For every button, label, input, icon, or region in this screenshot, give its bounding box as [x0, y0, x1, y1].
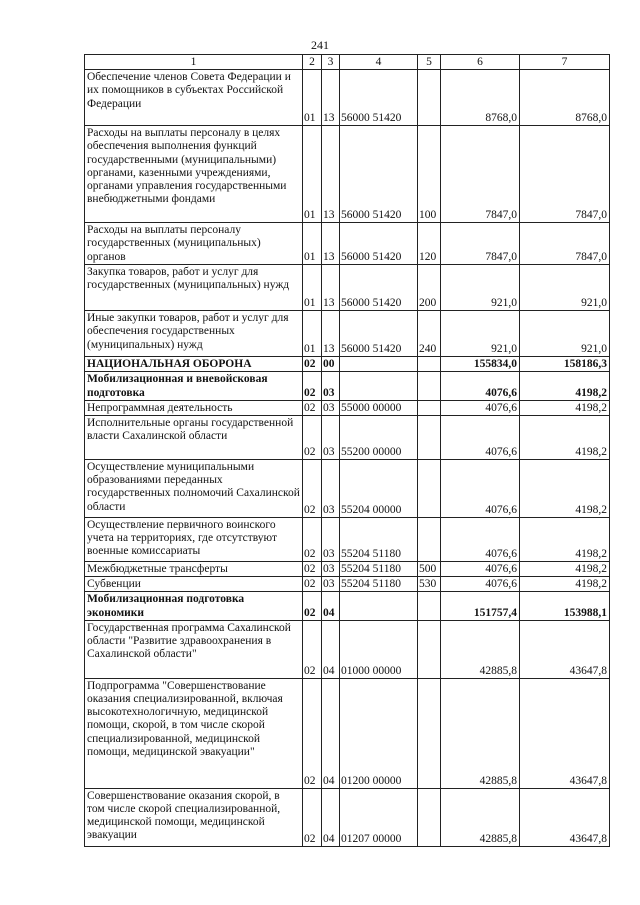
column-header: 7 [520, 55, 610, 70]
amount-cell: 42885,8 [441, 788, 520, 846]
column-header: 3 [322, 55, 340, 70]
section-cell: 01 [303, 70, 322, 126]
section-cell: 01 [303, 311, 322, 357]
amount-cell: 4076,6 [441, 372, 520, 400]
name-cell: Непрограммная деятельность [85, 400, 303, 415]
table-row [85, 372, 610, 400]
name-cell: Иные закупки товаров, работ и услуг для обеспечения государственных (муниципальных) нужд [85, 311, 303, 357]
section-cell: 01 [303, 126, 322, 223]
amount-cell: 7847,0 [520, 126, 610, 223]
name-cell: Государственная программа Сахалинской области "Развитие здравоохранения в Сахалинской области" [85, 620, 303, 678]
target-article-cell: 56000 51420 [340, 70, 418, 126]
section-cell: 02 [303, 678, 322, 788]
amount-cell: 8768,0 [441, 70, 520, 126]
subsection-cell: 03 [322, 577, 340, 592]
expense-type-cell [418, 372, 441, 400]
amount-cell: 921,0 [520, 311, 610, 357]
name-cell: Расходы на выплаты персоналу государственных (муниципальных) органов [85, 223, 303, 265]
target-article-cell: 56000 51420 [340, 265, 418, 311]
amount-cell: 151757,4 [441, 592, 520, 620]
amount-cell: 4076,6 [441, 460, 520, 518]
amount-cell: 4076,6 [441, 562, 520, 577]
table-row [85, 788, 610, 846]
subsection-cell: 04 [322, 620, 340, 678]
expense-type-cell [418, 400, 441, 415]
column-header: 5 [418, 55, 441, 70]
column-header: 1 [85, 55, 303, 70]
column-header: 6 [441, 55, 520, 70]
section-cell: 01 [303, 265, 322, 311]
amount-cell: 921,0 [441, 265, 520, 311]
section-cell: 02 [303, 357, 322, 372]
column-header: 2 [303, 55, 322, 70]
subsection-cell: 13 [322, 311, 340, 357]
subsection-cell: 03 [322, 372, 340, 400]
table-row [85, 265, 610, 311]
amount-cell: 921,0 [441, 311, 520, 357]
name-cell: Совершенствование оказания скорой, в том числе скорой специализированной, медицинской помощи, медицинской эвакуации [85, 788, 303, 846]
subsection-cell: 04 [322, 678, 340, 788]
name-cell: Межбюджетные трансферты [85, 562, 303, 577]
section-cell: 02 [303, 562, 322, 577]
amount-cell: 43647,8 [520, 678, 610, 788]
table-row [85, 223, 610, 265]
name-cell: НАЦИОНАЛЬНАЯ ОБОРОНА [85, 357, 303, 372]
amount-cell: 7847,0 [520, 223, 610, 265]
amount-cell: 921,0 [520, 265, 610, 311]
table-row [85, 70, 610, 126]
name-cell: Субвенции [85, 577, 303, 592]
subsection-cell: 13 [322, 70, 340, 126]
table-row [85, 678, 610, 788]
section-cell: 02 [303, 416, 322, 460]
amount-cell: 4076,6 [441, 518, 520, 562]
amount-cell: 4198,2 [520, 400, 610, 415]
amount-cell: 4198,2 [520, 372, 610, 400]
table-row [85, 416, 610, 460]
section-cell: 02 [303, 460, 322, 518]
expense-type-cell [418, 357, 441, 372]
table-row [85, 400, 610, 415]
amount-cell: 158186,3 [520, 357, 610, 372]
section-cell: 02 [303, 372, 322, 400]
subsection-cell: 03 [322, 400, 340, 415]
name-cell: Расходы на выплаты персоналу в целях обеспечения выполнения функций государственными (муниципальными) органами, казенными учреждениями, органами управления государственными внебюджетными фондами [85, 126, 303, 223]
table-row [85, 518, 610, 562]
name-cell: Осуществление первичного воинского учета на территориях, где отсутствуют военные комиссариаты [85, 518, 303, 562]
expense-type-cell [418, 460, 441, 518]
target-article-cell: 56000 51420 [340, 223, 418, 265]
expense-type-cell: 100 [418, 126, 441, 223]
subsection-cell: 03 [322, 460, 340, 518]
table-row [85, 357, 610, 372]
section-cell: 01 [303, 223, 322, 265]
subsection-cell: 03 [322, 562, 340, 577]
amount-cell: 42885,8 [441, 620, 520, 678]
section-cell: 02 [303, 620, 322, 678]
section-cell: 02 [303, 518, 322, 562]
target-article-cell: 01200 00000 [340, 678, 418, 788]
amount-cell: 43647,8 [520, 620, 610, 678]
expense-type-cell [418, 592, 441, 620]
subsection-cell: 03 [322, 416, 340, 460]
target-article-cell: 55204 51180 [340, 577, 418, 592]
target-article-cell: 55204 51180 [340, 518, 418, 562]
subsection-cell: 04 [322, 592, 340, 620]
amount-cell: 4198,2 [520, 518, 610, 562]
column-number-row [85, 55, 610, 70]
table-row [85, 311, 610, 357]
amount-cell: 42885,8 [441, 678, 520, 788]
amount-cell: 4076,6 [441, 416, 520, 460]
amount-cell: 4198,2 [520, 577, 610, 592]
amount-cell: 4076,6 [441, 400, 520, 415]
target-article-cell [340, 372, 418, 400]
name-cell: Обеспечение членов Совета Федерации и их помощников в субъектах Российской Федерации [85, 70, 303, 126]
section-cell: 02 [303, 592, 322, 620]
name-cell: Мобилизационная и вневойсковая подготовка [85, 372, 303, 400]
expense-type-cell [418, 678, 441, 788]
section-cell: 02 [303, 788, 322, 846]
expense-type-cell: 200 [418, 265, 441, 311]
table-row [85, 620, 610, 678]
target-article-cell: 01000 00000 [340, 620, 418, 678]
amount-cell: 153988,1 [520, 592, 610, 620]
expense-type-cell: 120 [418, 223, 441, 265]
name-cell: Подпрограмма "Совершенствование оказания специализированной, включая высокотехнологичную, медицинской помощи, скорой, в том числе скорой специализированной, медицинской помощи, медицинской эвакуации" [85, 678, 303, 788]
target-article-cell: 56000 51420 [340, 126, 418, 223]
subsection-cell: 04 [322, 788, 340, 846]
amount-cell: 4076,6 [441, 577, 520, 592]
table-row [85, 592, 610, 620]
name-cell: Осуществление муниципальными образованиями переданных государственных полномочий Сахалинской области [85, 460, 303, 518]
target-article-cell: 55204 00000 [340, 460, 418, 518]
subsection-cell: 13 [322, 265, 340, 311]
table-row [85, 562, 610, 577]
amount-cell: 4198,2 [520, 460, 610, 518]
target-article-cell: 55204 51180 [340, 562, 418, 577]
expense-type-cell [418, 620, 441, 678]
target-article-cell: 55200 00000 [340, 416, 418, 460]
amount-cell: 4198,2 [520, 562, 610, 577]
target-article-cell [340, 592, 418, 620]
expense-type-cell [418, 788, 441, 846]
amount-cell: 8768,0 [520, 70, 610, 126]
subsection-cell: 03 [322, 518, 340, 562]
amount-cell: 7847,0 [441, 126, 520, 223]
expense-type-cell: 240 [418, 311, 441, 357]
budget-table [84, 54, 610, 847]
name-cell: Мобилизационная подготовка экономики [85, 592, 303, 620]
expense-type-cell: 530 [418, 577, 441, 592]
target-article-cell: 01207 00000 [340, 788, 418, 846]
subsection-cell: 00 [322, 357, 340, 372]
table-body [85, 70, 610, 847]
expense-type-cell [418, 70, 441, 126]
expense-type-cell [418, 518, 441, 562]
amount-cell: 4198,2 [520, 416, 610, 460]
amount-cell: 155834,0 [441, 357, 520, 372]
amount-cell: 7847,0 [441, 223, 520, 265]
table-row [85, 460, 610, 518]
name-cell: Закупка товаров, работ и услуг для государственных (муниципальных) нужд [85, 265, 303, 311]
column-header: 4 [340, 55, 418, 70]
subsection-cell: 13 [322, 126, 340, 223]
target-article-cell [340, 357, 418, 372]
table-row [85, 126, 610, 223]
expense-type-cell [418, 416, 441, 460]
expense-type-cell: 500 [418, 562, 441, 577]
name-cell: Исполнительные органы государственной власти Сахалинской области [85, 416, 303, 460]
section-cell: 02 [303, 400, 322, 415]
target-article-cell: 56000 51420 [340, 311, 418, 357]
amount-cell: 43647,8 [520, 788, 610, 846]
section-cell: 02 [303, 577, 322, 592]
table-row [85, 577, 610, 592]
page-number: 241 [311, 38, 329, 52]
target-article-cell: 55000 00000 [340, 400, 418, 415]
subsection-cell: 13 [322, 223, 340, 265]
